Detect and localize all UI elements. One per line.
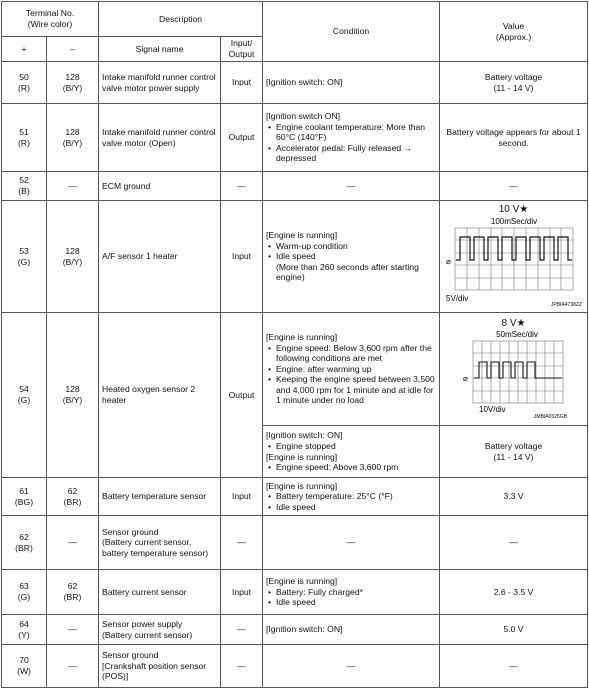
condition-title: [Engine is running]: [266, 480, 338, 491]
signal-name: ECM ground: [99, 172, 221, 201]
header-value: Value (Approx.): [440, 2, 588, 62]
terminal-minus: —: [47, 615, 99, 645]
condition: [263, 201, 440, 313]
condition: [263, 313, 440, 426]
table-row: [2, 313, 588, 426]
value-peak: 8 V★: [501, 317, 526, 329]
terminal-plus: 64 (Y): [2, 615, 47, 645]
terminal-plus: 51 (R): [2, 104, 47, 172]
value: [440, 313, 588, 426]
condition-item: • Engine speed: Above 3,600 rpm: [266, 462, 436, 473]
input-output: —: [221, 172, 263, 201]
terminal-plus: 62 (BR): [2, 516, 47, 570]
terminal-plus: 53 (G): [2, 201, 47, 313]
header-terminal: Terminal No. (Wire color): [2, 2, 99, 37]
terminal-minus: 128 (B/Y): [47, 313, 99, 478]
terminal-plus: 70 (W): [2, 645, 47, 688]
terminal-minus: 62 (BR): [47, 570, 99, 615]
svg-text:⌀: ⌀: [462, 374, 468, 384]
terminal-plus: 61 (BG): [2, 478, 47, 516]
terminal-plus: 54 (G): [2, 313, 47, 478]
signal-name: Sensor ground (Battery current sensor, battery temperature sensor): [99, 516, 221, 570]
condition-item: • Engine speed: Below 3,600 rpm after the following conditions are met: [266, 343, 436, 364]
input-output: —: [221, 645, 263, 688]
signal-name: A/F sensor 1 heater: [99, 201, 221, 313]
input-output: —: [221, 615, 263, 645]
value: 3.3 V: [440, 478, 588, 516]
table-row: [2, 201, 588, 313]
signal-name: Battery current sensor: [99, 570, 221, 615]
terminal-minus: —: [47, 645, 99, 688]
terminal-minus: 128 (B/Y): [47, 62, 99, 104]
value: Battery voltage (11 - 14 V): [440, 426, 588, 478]
condition-item: • Warm-up condition: [266, 241, 436, 252]
input-output: Input: [221, 478, 263, 516]
terminal-minus: 128 (B/Y): [47, 104, 99, 172]
table-row: [2, 615, 588, 645]
header-input-output: Input/ Output: [221, 37, 263, 62]
value: —: [440, 516, 588, 570]
condition: [263, 426, 440, 478]
value: [440, 201, 588, 313]
condition-title: [Engine is running]: [266, 230, 338, 241]
volt-division: 5V/div: [445, 293, 468, 303]
input-output: Input: [221, 570, 263, 615]
value: 2.6 - 3.5 V: [440, 570, 588, 615]
condition-item: • Idle speed: [266, 502, 436, 513]
table-row: [2, 172, 588, 201]
input-output: Input: [221, 201, 263, 313]
condition-item: • Engine stopped: [266, 441, 436, 452]
terminal-minus: —: [47, 516, 99, 570]
header-condition: Condition: [263, 2, 440, 62]
condition: —: [263, 645, 440, 688]
input-output: Input: [221, 62, 263, 104]
table-row: [2, 62, 588, 104]
condition: [263, 478, 440, 516]
signal-name: Intake manifold runner control valve motor (Open): [99, 104, 221, 172]
terminal-plus: 50 (R): [2, 62, 47, 104]
oscilloscope-waveform: [459, 329, 569, 419]
signal-name: Heated oxygen sensor 2 heater: [99, 313, 221, 478]
header-signal-name: Signal name: [99, 37, 221, 62]
terminal-minus: 62 (BR): [47, 478, 99, 516]
input-output: Output: [221, 104, 263, 172]
signal-name: Intake manifold runner control valve motor power supply: [99, 62, 221, 104]
terminal-minus: 128 (B/Y): [47, 201, 99, 313]
condition: —: [263, 516, 440, 570]
condition: [263, 104, 440, 172]
value: 5.0 V: [440, 615, 588, 645]
condition-item: • Battery: Fully charged*: [266, 587, 436, 598]
time-division: 100mSec/div: [490, 216, 537, 226]
condition-title: [Ignition switch ON]: [266, 111, 341, 122]
time-division: 50mSec/div: [495, 330, 538, 340]
table-row: [2, 478, 588, 516]
terminal-plus: 52 (B): [2, 172, 47, 201]
condition: [263, 570, 440, 615]
condition-title: [Engine is running]: [266, 576, 338, 587]
condition: —: [263, 172, 440, 201]
condition-item: • Engine: after warming up: [266, 364, 436, 375]
table-row: [2, 516, 588, 570]
condition-item: • Accelerator pedal: Fully released → depressed: [266, 143, 436, 164]
value: —: [440, 645, 588, 688]
condition-item: • Battery temperature: 25°C (°F): [266, 491, 436, 502]
signal-name: Sensor power supply (Battery current sensor): [99, 615, 221, 645]
figure-id: JMBIA0325GB: [533, 414, 567, 420]
header-description: Description: [99, 2, 263, 37]
signal-name: Sensor ground [Crankshaft position sensor (POS)]: [99, 645, 221, 688]
terminal-plus: 63 (G): [2, 570, 47, 615]
signal-name: Battery temperature sensor: [99, 478, 221, 516]
condition-item: • Engine coolant temperature: More than 60°C (140°F): [266, 122, 436, 143]
table-row: [2, 645, 588, 688]
header-minus: –: [47, 37, 99, 62]
volt-division: 10V/div: [478, 405, 506, 415]
terminal-minus: —: [47, 172, 99, 201]
condition-item: • Keeping the engine speed between 3,500 and 4,000 rpm for 1 minute and at idle for 1 minute under no load: [266, 374, 436, 406]
condition-title: [Engine is running]: [266, 451, 338, 462]
table-row: [2, 104, 588, 172]
input-output: —: [221, 516, 263, 570]
value-peak: 10 V★: [498, 204, 529, 216]
value: Battery voltage appears for about 1 second.: [440, 104, 588, 172]
condition-item: • Idle speed: [266, 597, 436, 608]
table-row: [2, 570, 588, 615]
value: —: [440, 172, 588, 201]
svg-text:⌀: ⌀: [445, 256, 451, 266]
condition-title: [Engine is running]: [266, 331, 338, 342]
value: Battery voltage (11 - 14 V): [440, 62, 588, 104]
condition: [Ignition switch: ON]: [263, 62, 440, 104]
condition-item: • Idle speed (More than 260 seconds after starting engine): [266, 251, 436, 283]
terminal-spec-table: [1, 1, 588, 688]
header-plus: +: [2, 37, 47, 62]
oscilloscope-waveform: [444, 216, 584, 308]
input-output: Output: [221, 313, 263, 478]
condition: [Ignition switch: ON]: [263, 615, 440, 645]
figure-id: JPBIA4738ZZ: [550, 301, 582, 308]
condition-title: [Ignition switch: ON]: [266, 430, 343, 441]
